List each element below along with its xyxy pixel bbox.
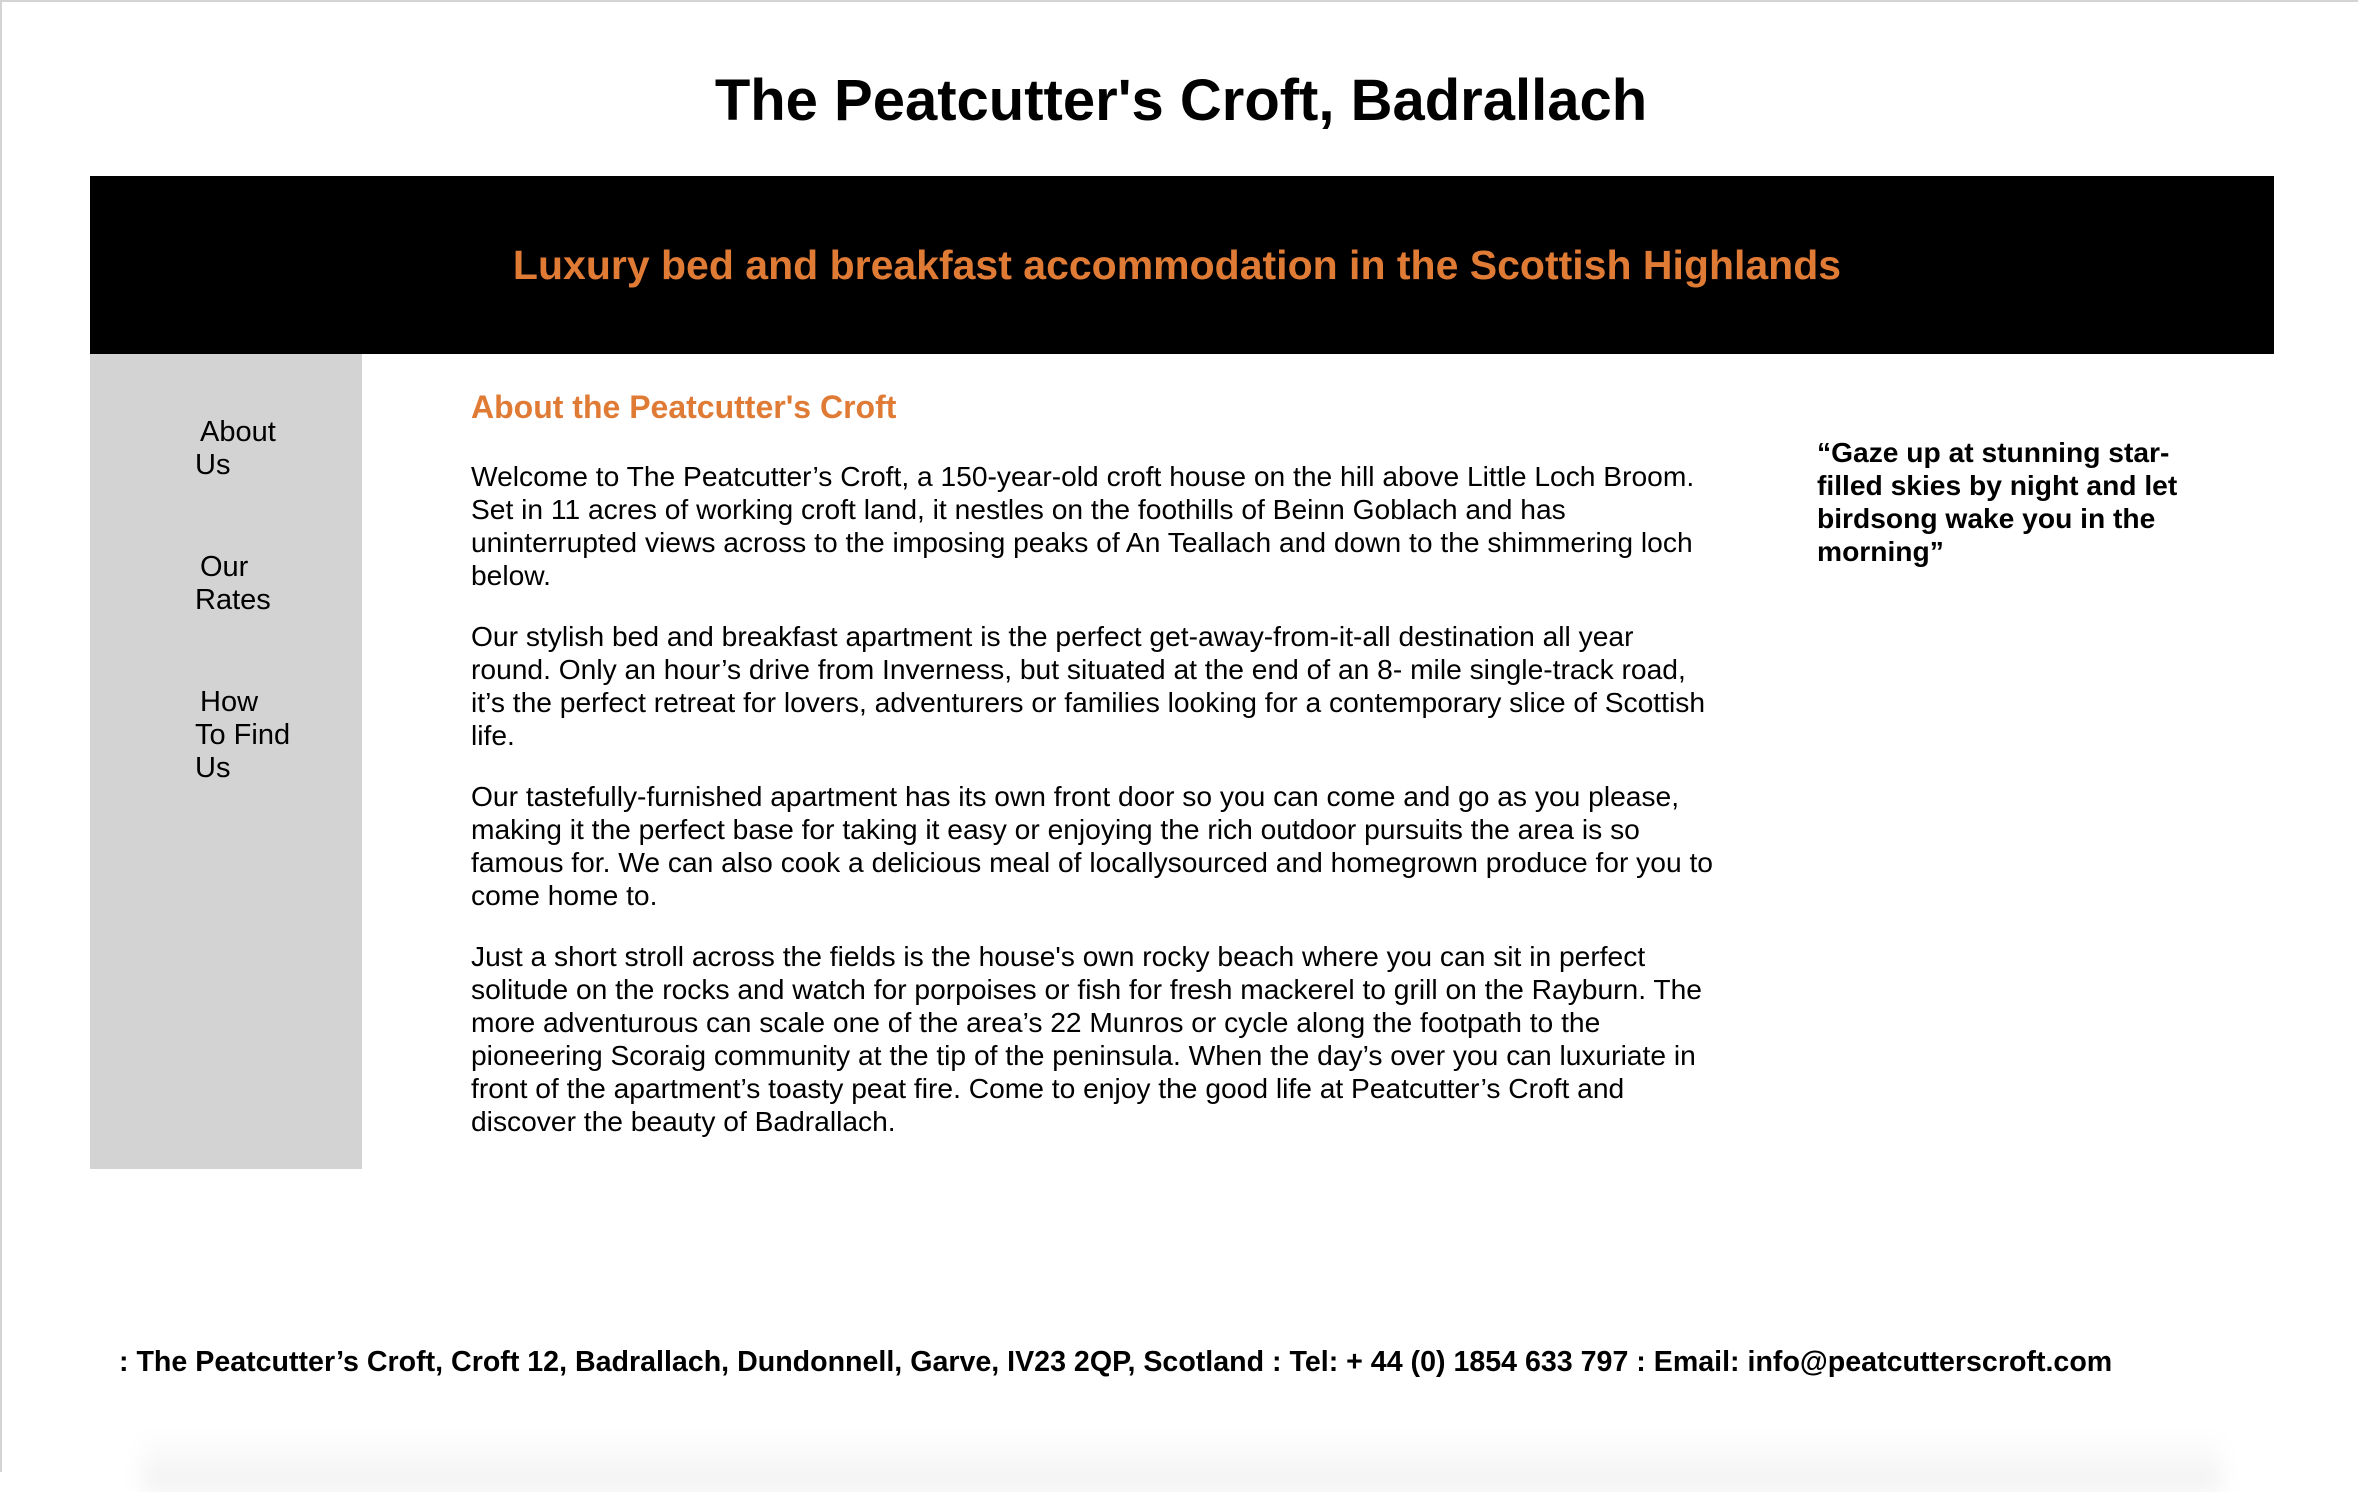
main-content [471,384,1716,1166]
sidebar-item-our-rates[interactable]: Our Rates [195,551,271,616]
tagline: Luxury bed and breakfast accommodation in the Scottish Highlands [512,241,1842,288]
sidebar-item-about-us[interactable]: About Us [195,416,276,481]
tagline-banner [90,176,2274,354]
footer-contact: : The Peatcutter’s Croft, Croft 12, Badrallach, Dundonnell, Garve, IV23 2QP, Scotland : Tel: + 44 (0) 1854 633 797 : Email: info@peatcutterscroft.com [119,1346,2113,1378]
bottom-shadow [142,1432,2222,1492]
sidebar-item-how-to-find-us[interactable]: How To Find Us [195,686,291,784]
section-heading: About the Peatcutter's Croft [471,389,897,425]
activities-paragraph: Just a short stroll across the fields is the house's own rocky beach where you can sit in perfect solitude on the rocks and watch for porpoises or fish for fresh mackerel to grill on the Rayburn. The more adventurous can scale one of the area’s 22 Munros or cycle along the footpath to the pioneering Scoraig community at the tip of the peninsula. When the day’s over you can luxuriate in front of the apartment’s toasty peat fire. Come to enjoy the good life at Peatcutter’s Croft and discover the beauty of Badrallach. [471,940,1702,1137]
testimonial-quote: “Gaze up at stunning star-filled skies by night and let birdsong wake you in the morning” [1817,436,2178,567]
sidebar-nav [90,354,362,1169]
intro-paragraph: Welcome to The Peatcutter’s Croft, a 150-year-old croft house on the hill above Little Loch Broom. Set in 11 acres of working croft land, it nestles on the foothills of Beinn Goblach and has uninterrupted views across to the imposing peaks of An Teallach and down to the shimmering loch below. [471,460,1695,591]
apartment-paragraph: Our stylish bed and breakfast apartment is the perfect get-away-from-it-all destination all year round. Only an hour’s drive from Inverness, but situated at the end of an 8- mile single-track road, it’s the perfect retreat for lovers, adventurers or families looking for a contemporary slice of Scottish life. [471,620,1706,751]
site-title: The Peatcutter's Croft, Badrallach [714,68,1648,133]
amenities-paragraph: Our tastefully-furnished apartment has its own front door so you can come and go as you please, making it the perfect base for taking it easy or enjoying the rich outdoor pursuits the area is so famous for. We can also cook a delicious meal of locallysourced and homegrown produce for you to come home to. [471,780,1713,911]
